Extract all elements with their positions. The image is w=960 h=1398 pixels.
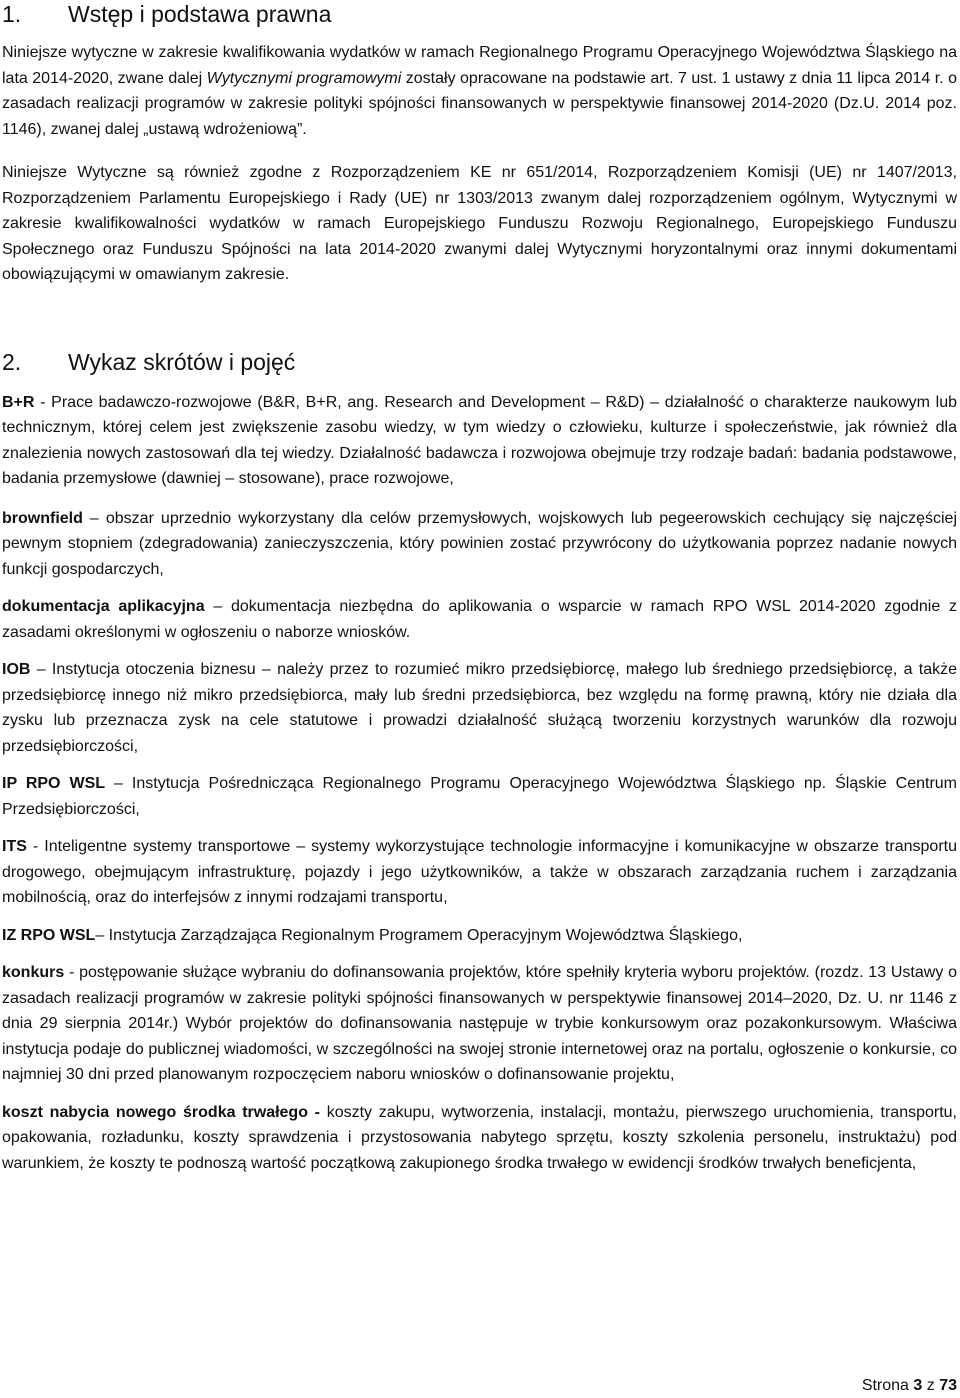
glossary-definition: – Instytucja Pośrednicząca Regionalnego Programu Operacyjnego Województwa Śląskiego np. Śląskie Centrum Przedsiębiorczości, [2,775,958,818]
glossary-term: koszt nabycia nowego środka trwałego - [2,1103,321,1121]
page-footer [862,1376,957,1396]
glossary-term: IP RPO WSL [2,775,106,792]
section-1-number: 1. [2,1,22,27]
glossary-term: B+R [2,393,35,411]
glossary-entry-dokumentacja [2,594,957,645]
page-number-separator: z [922,1377,940,1394]
glossary-definition: – Instytucja Zarządzająca Regionalnym Programem Operacyjnym Województwa Śląskiego, [95,926,743,944]
glossary-term: IOB [2,661,31,678]
glossary-definition: - Prace badawczo-rozwojowe (B&R, B+R, ang. Research and Development – R&D) – działalność o charakterze naukowym lub technicznym, której celem jest zwiększenie zasobu wiedzy, w tym wiedzy o człowieku, kulturze i społeczeństwie, jak również dla znalezienia nowych zastosowań dla tej wiedzy. Działalność badawcza i rozwojowa obejmuje trzy rodzaje badań: badania podstawowe, badania przemysłowe (dawniej – stosowane), prace rozwojowe, [2,393,957,487]
glossary-entry-ip-rpo-wsl [2,771,957,822]
page-number-prefix: Strona [861,1377,914,1394]
glossary-term: brownfield [2,509,83,527]
intro-paragraph-1 [2,40,957,142]
section-1-heading [2,0,957,28]
glossary-entry-br [2,390,957,492]
page-number-total: 73 [939,1377,957,1394]
glossary-definition: – Instytucja otoczenia biznesu – należy przez to rozumieć mikro przedsiębiorcę, małego lub średniego przedsiębiorcę, a także przedsiębiorcę innego niż mikro przedsiębiorca, mały lub średni przedsiębiorca, bez względu na formę prawną, który nie działa dla zysku lub przeznacza zysk na cele statutowe i prowadzi działalność służącą tworzeniu korzystnych warunków dla rozwoju przedsiębiorczości, [2,661,957,755]
glossary-definition: - Inteligentne systemy transportowe – systemy wykorzystujące technologie informacyjne i komunikacyjne w obszarze transportu drogowego, obejmującym infrastrukturę, pojazdy i jego użytkowników, a także w obszarach zarządzania ruchem i zarządzania mobilnością, oraz do interfejsów z innymi rodzajami transportu, [2,838,957,906]
intro-paragraph-2: Niniejsze Wytyczne są również zgodne z Rozporządzeniem KE nr 651/2014, Rozporządzeniem Komisji (UE) nr 1407/2013, Rozporządzeniem Parlamentu Europejskiego i Rady (UE) nr 1303/2013 zwanym dalej rozporządzeniem ogólnym, Wytycznymi w zakresie kwalifikowalności wydatków w ramach Europejskiego Funduszu Rozwoju Regionalnego, Europejskiego Funduszu Społecznego oraz Funduszu Spójności na lata 2014-2020 zwanymi dalej Wytycznymi horyzontalnymi oraz innymi dokumentami obowiązującymi w omawianym zakresie. [2,164,957,283]
intro-p1-italic: Wytycznymi programowymi [206,69,402,87]
section-2-title: Wykaz skrótów i pojęć [68,348,296,375]
glossary-term: dokumentacja aplikacyjna [2,598,205,615]
glossary-entry-its [2,834,957,911]
intro-p1-text-a: Niniejsze wytyczne w zakresie kwalifikowania wydatków w ramach Regionalnego Programu Operacyjnego Województwa Śląskiego na lata 2014-2020, zwane dalej [2,44,957,87]
section-2-heading [2,348,957,376]
glossary-definition: - postępowanie służące wybraniu do dofinansowania projektów, które spełniły kryteria wyboru projektów. (rozdz. 13 Ustawy o zasadach realizacji programów w zakresie polityki spójności finansowanych w perspektywie finansowej 2014–2020, Dz. U. nr 1146 z dnia 29 sierpnia 2014r.) Wybór projektów do dofinansowania następuje w trybie konkursowym oraz pozakonkursowym. Właściwa instytucja podaje do publicznej wiadomości, w szczególności na swojej stronie internetowej oraz na portalu, ogłoszenie o konkursie, co najmniej 30 dni przed planowanym rozpoczęciem naboru wniosków o dofinansowanie projektu, [2,964,957,1083]
glossary-entry-iz-rpo-wsl [2,923,957,949]
glossary-entry-koszt-nabycia [2,1100,957,1177]
glossary-entry-konkurs [2,960,957,1088]
glossary-entry-brownfield [2,506,957,583]
glossary-term: ITS [2,838,27,855]
glossary-definition: koszty zakupu, wytworzenia, instalacji, montażu, pierwszego uruchomienia, transportu, opakowania, rozładunku, koszty sprawdzenia i przystosowania nabytego sprzętu, koszty szkolenia personelu, instruktażu) pod warunkiem, że koszty te podnoszą wartość początkową zakupionego środka trwałego w ewidencji środków trwałych beneficjenta, [2,1103,958,1172]
glossary-term: konkurs [2,964,65,981]
intro-p1-text-b: zostały opracowane na podstawie art. 7 ust. 1 ustawy z dnia 11 lipca 2014 r. o zasadach realizacji programów w zakresie polityki spójności finansowanych w perspektywie finansowej 2014-2020 (Dz.U. 2014 poz. 1146), zwanej dalej „ustawą wdrożeniową”. [2,69,958,138]
section-1-title: Wstęp i podstawa prawna [68,1,332,27]
glossary-term: IZ RPO WSL [2,926,96,944]
glossary-entry-iob [2,657,957,759]
glossary-definition: – obszar uprzednio wykorzystany dla celów przemysłowych, wojskowych lub pegeerowskich cechujący się najczęściej pewnym stopniem (zdegradowania) zanieczyszczenia, który powinien zostać przywrócony do użytkowania poprzez nadanie nowych funkcji gospodarczych, [2,509,957,578]
glossary-definition: – dokumentacja niezbędna do aplikowania o wsparcie w ramach RPO WSL 2014-2020 zgodnie z zasadami określonymi w ogłoszeniu o naborze wniosków. [2,598,958,641]
section-2-number: 2. [2,348,22,375]
page-number-current: 3 [913,1377,923,1394]
